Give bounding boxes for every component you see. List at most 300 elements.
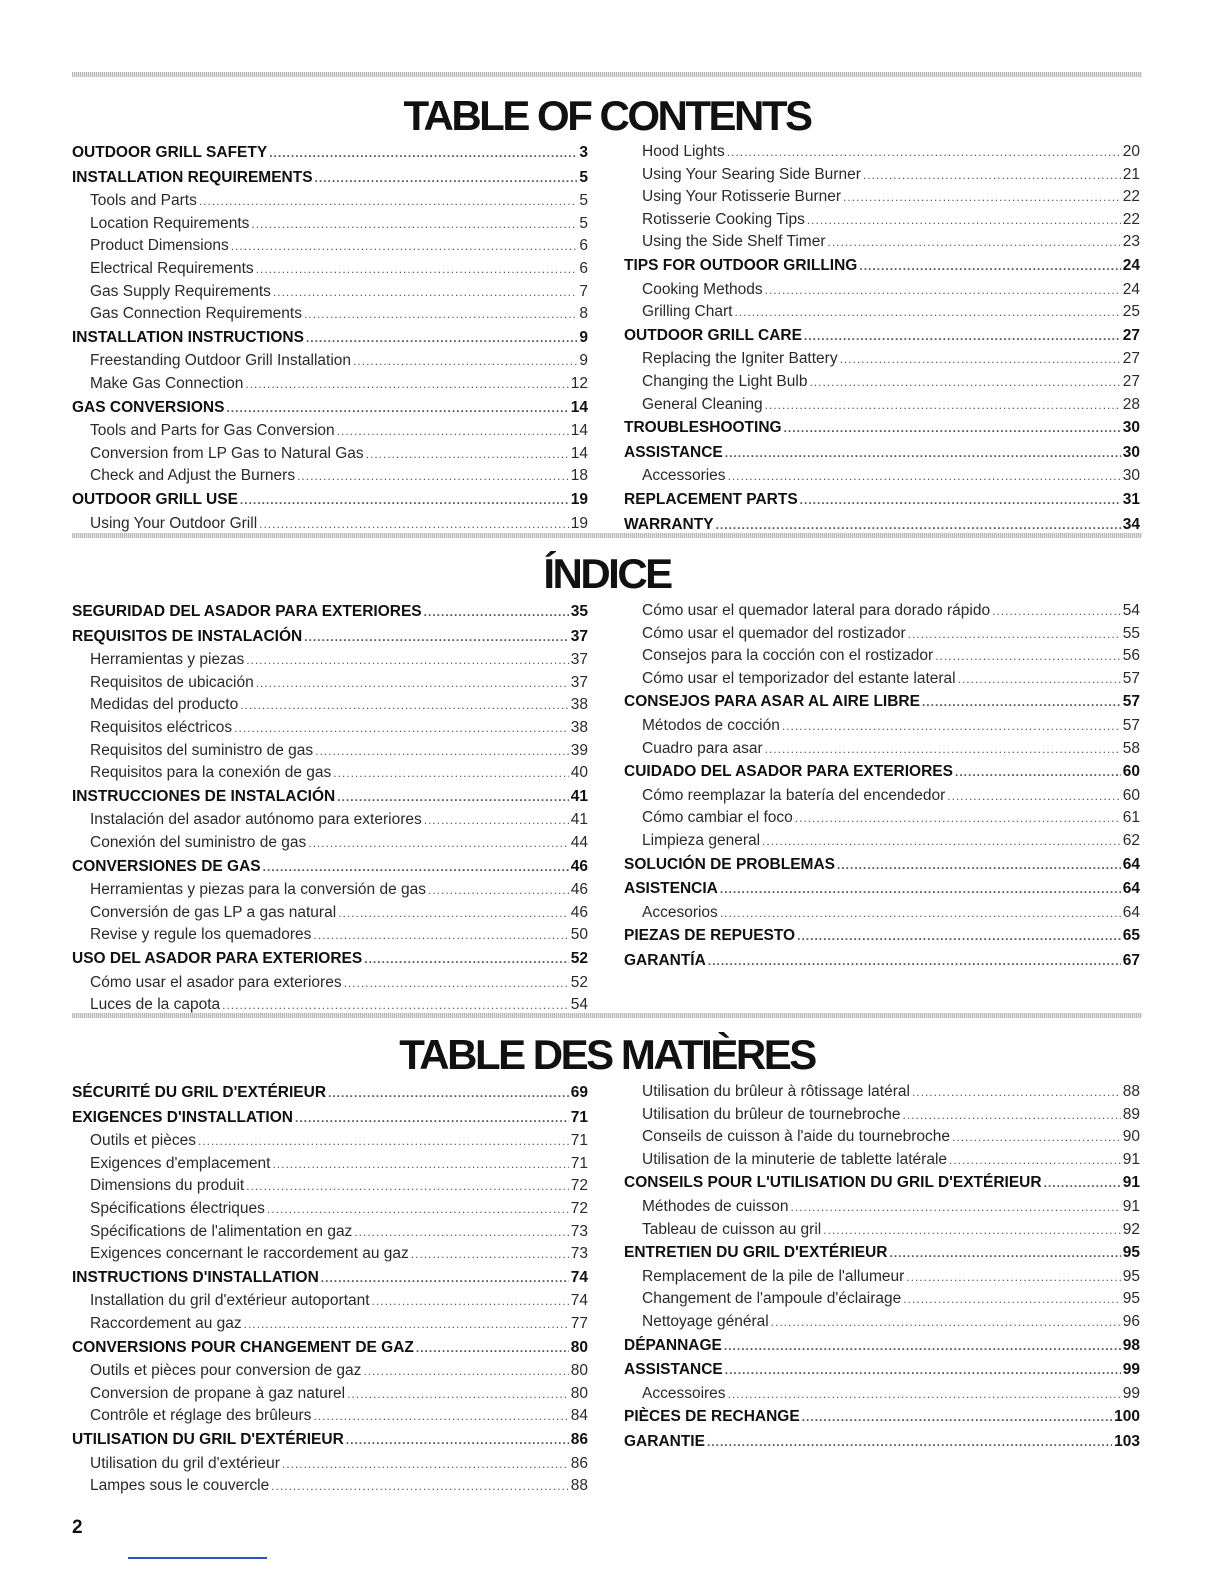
toc-leader-dots	[802, 1405, 1112, 1430]
toc-entry-label: Cuadro para asar	[642, 739, 763, 757]
toc-entry-label: GAS CONVERSIONS	[72, 398, 225, 416]
toc-subentry	[624, 186, 1140, 209]
toc-leader-dots	[935, 646, 1121, 668]
toc-entry-page: 98	[1122, 1336, 1140, 1354]
toc-leader-dots	[728, 1384, 1121, 1406]
toc-entry-page: 30	[1122, 467, 1140, 485]
toc-subentry	[72, 258, 588, 281]
toc-entry-label: Freestanding Outdoor Grill Installation	[90, 352, 352, 370]
toc-entry-page: 77	[570, 1314, 588, 1332]
toc-entry-page: 38	[570, 718, 588, 736]
toc-leader-dots	[952, 1127, 1121, 1149]
toc-leader-dots	[790, 1197, 1120, 1219]
toc-entry-page: 89	[1122, 1105, 1140, 1123]
toc-entry-page: 25	[1122, 303, 1140, 321]
toc-leader-dots	[784, 416, 1121, 441]
toc-leader-dots	[762, 831, 1121, 853]
toc-entry-label: Medidas del producto	[90, 696, 239, 714]
toc-leader-dots	[720, 877, 1121, 902]
toc-leader-dots	[843, 187, 1121, 209]
toc-entry-page: 46	[570, 881, 588, 899]
toc-entry-label: Consejos para la cocción con el rostizador	[642, 647, 934, 665]
toc-leader-dots	[782, 716, 1121, 738]
toc-entry-label: Make Gas Connection	[90, 374, 244, 392]
toc-entry-label: WARRANTY	[624, 515, 714, 533]
toc-entry-page: 99	[1122, 1361, 1140, 1379]
toc-entry-label: Conexión del suministro de gas	[90, 833, 307, 851]
toc-subentry	[72, 373, 588, 396]
toc-entry-label: Métodos de cocción	[642, 716, 780, 734]
toc-leader-dots	[354, 1222, 568, 1244]
toc-heading	[72, 1266, 588, 1291]
toc-subentry	[624, 279, 1140, 302]
toc-entry-page: 20	[1122, 143, 1140, 160]
toc-leader-dots	[353, 351, 577, 373]
toc-leader-dots	[837, 853, 1121, 878]
toc-leader-dots	[840, 349, 1121, 371]
toc-leader-dots	[889, 1241, 1120, 1266]
toc-entry-page: 22	[1122, 188, 1140, 206]
toc-entry-page: 6	[579, 237, 588, 255]
toc-leader-dots	[372, 1291, 569, 1313]
toc-subentry	[624, 1219, 1140, 1242]
toc-leader-dots	[240, 695, 569, 717]
toc-leader-dots	[955, 760, 1121, 785]
toc-heading	[624, 1405, 1140, 1430]
toc-leader-dots	[795, 808, 1121, 830]
toc-entry-page: 50	[570, 926, 588, 944]
toc-subentry	[72, 420, 588, 443]
toc-subentry	[72, 303, 588, 326]
toc-entry-page: 62	[1122, 831, 1140, 849]
toc-entry-page: 14	[570, 398, 588, 416]
toc-entry-page: 5	[579, 192, 588, 210]
toc-entry-label: Herramientas y piezas para la conversión de gas	[90, 881, 427, 899]
toc-leader-dots	[807, 210, 1121, 232]
toc-subentry	[72, 190, 588, 213]
toc-entry-label: Requisitos para la conexión de gas	[90, 764, 332, 782]
toc-heading	[72, 855, 588, 880]
toc-entry-label: Gas Connection Requirements	[90, 305, 302, 323]
toc-entry-label: Grilling Chart	[642, 303, 733, 321]
toc-leader-dots	[337, 421, 569, 443]
toc-leader-dots	[734, 302, 1120, 324]
toc-entry-page: 71	[570, 1154, 588, 1172]
footer-line	[128, 1557, 267, 1559]
toc-entry-page: 67	[1122, 951, 1140, 969]
toc-subentry	[72, 972, 588, 995]
toc-leader-dots	[424, 810, 569, 832]
toc-subentry	[624, 785, 1140, 808]
section-title-spanish: ÍNDICE	[543, 550, 671, 597]
toc-subentry	[72, 1383, 588, 1406]
toc-entry-label: SÉCURITÉ DU GRIL D'EXTÉRIEUR	[72, 1084, 327, 1101]
toc-entry-label: ASSISTANCE	[624, 443, 723, 461]
toc-leader-dots	[708, 949, 1121, 974]
toc-entry-label: Luces de la capota	[90, 996, 221, 1014]
toc-entry-label: Installation du gril d'extérieur autoportant	[90, 1292, 370, 1310]
toc-entry-page: 80	[570, 1362, 588, 1380]
toc-entry-label: General Cleaning	[642, 395, 763, 413]
toc-entry-page: 86	[570, 1430, 588, 1448]
toc-entry-label: Utilisation du brûleur de tournebroche	[642, 1105, 901, 1123]
toc-entry-page: 54	[570, 996, 588, 1014]
toc-leader-dots	[771, 1312, 1121, 1334]
toc-entry-label: Cómo usar el quemador lateral para dorado rápido	[642, 602, 991, 619]
toc-subentry	[624, 902, 1140, 925]
toc-entry-label: Hood Lights	[642, 143, 725, 160]
toc-subentry	[72, 1360, 588, 1383]
toc-entry-label: Tableau de cuisson au gril	[642, 1220, 822, 1238]
toc-entry-page: 65	[1122, 927, 1140, 945]
toc-subentry	[624, 301, 1140, 324]
toc-leader-dots	[333, 763, 568, 785]
toc-entry-label: DÉPANNAGE	[624, 1336, 722, 1354]
toc-subentry	[624, 738, 1140, 761]
toc-entry-label: Conversion from LP Gas to Natural Gas	[90, 444, 364, 462]
toc-entry-label: Herramientas y piezas	[90, 651, 245, 669]
toc-entry-label: Exigences d'emplacement	[90, 1154, 271, 1172]
toc-entry-label: Utilisation du brûleur à rôtissage latéral	[642, 1083, 910, 1100]
toc-entry-page: 46	[570, 903, 588, 921]
toc-leader-dots	[809, 372, 1120, 394]
toc-subentry	[72, 1153, 588, 1176]
toc-entry-page: 19	[570, 514, 588, 532]
toc-leader-dots	[251, 214, 577, 236]
toc-entry-label: CONVERSIONS POUR CHANGEMENT DE GAZ	[72, 1338, 414, 1356]
toc-subentry	[624, 645, 1140, 668]
toc-subentry	[72, 832, 588, 855]
toc-leader-dots	[720, 903, 1121, 925]
toc-entry-page: 91	[1122, 1174, 1140, 1192]
toc-entry-page: 74	[570, 1292, 588, 1310]
toc-entry-label: Raccordement au gaz	[90, 1314, 242, 1332]
toc-entry-label: Tools and Parts	[90, 192, 197, 210]
toc-entry-label: UTILISATION DU GRIL D'EXTÉRIEUR	[72, 1430, 344, 1448]
toc-entry-page: 22	[1122, 210, 1140, 228]
toc-entry-label: INSTRUCTIONS D'INSTALLATION	[72, 1268, 319, 1286]
toc-subentry	[72, 1453, 588, 1476]
toc-entry-label: Check and Adjust the Burners	[90, 467, 296, 485]
toc-leader-dots	[259, 514, 569, 536]
toc-entry-label: REPLACEMENT PARTS	[624, 490, 798, 508]
toc-leader-dots	[765, 739, 1121, 761]
toc-heading	[72, 166, 588, 191]
toc-subentry	[624, 668, 1140, 691]
toc-entry-page: 6	[579, 259, 588, 277]
toc-leader-dots	[344, 973, 569, 995]
toc-entry-page: 41	[570, 811, 588, 829]
toc-entry-label: Nettoyage général	[642, 1312, 769, 1330]
toc-entry-label: Spécifications de l'alimentation en gaz	[90, 1222, 353, 1240]
toc-entry-label: ENTRETIEN DU GRIL D'EXTÉRIEUR	[624, 1244, 888, 1262]
section-title-english: TABLE OF CONTENTS	[403, 92, 811, 139]
toc-leader-dots	[765, 280, 1121, 302]
toc-entry-label: Cómo usar el quemador del rostizador	[642, 624, 906, 642]
toc-leader-dots	[245, 374, 568, 396]
toc-heading	[624, 924, 1140, 949]
toc-french-right	[624, 1081, 1140, 1455]
divider-french	[72, 1013, 1142, 1018]
toc-entry-label: CONSEILS POUR L'UTILISATION DU GRIL D'EXTÉRIEUR	[624, 1174, 1042, 1192]
toc-entry-page: 28	[1122, 395, 1140, 413]
toc-subentry	[624, 141, 1140, 164]
toc-subentry	[72, 513, 588, 536]
toc-heading	[624, 690, 1140, 715]
toc-entry-page: 40	[570, 764, 588, 782]
toc-entry-page: 27	[1122, 372, 1140, 390]
toc-leader-dots	[256, 673, 569, 695]
toc-entry-label: Conversion de propane à gaz naturel	[90, 1384, 346, 1402]
toc-entry-page: 23	[1122, 233, 1140, 251]
toc-english-right	[624, 141, 1140, 537]
toc-entry-label: Electrical Requirements	[90, 259, 254, 277]
toc-entry-label: Dimensions du produit	[90, 1177, 245, 1195]
toc-subentry	[624, 164, 1140, 187]
page-number: 2	[72, 1517, 83, 1538]
toc-entry-page: 38	[570, 696, 588, 714]
toc-entry-page: 61	[1122, 809, 1140, 827]
toc-subentry	[624, 1383, 1140, 1406]
toc-leader-dots	[906, 1267, 1120, 1289]
toc-entry-label: OUTDOOR GRILL CARE	[624, 326, 802, 344]
toc-subentry	[624, 371, 1140, 394]
toc-entry-label: CONVERSIONES DE GAS	[72, 857, 261, 875]
toc-entry-label: Utilisation du gril d'extérieur	[90, 1454, 280, 1472]
toc-leader-dots	[411, 1244, 569, 1266]
toc-entry-label: ASISTENCIA	[624, 880, 718, 898]
toc-subentry	[624, 830, 1140, 853]
toc-heading	[624, 488, 1140, 513]
divider-spanish	[72, 533, 1142, 538]
toc-subentry	[72, 235, 588, 258]
toc-subentry	[624, 623, 1140, 646]
toc-subentry	[72, 1243, 588, 1266]
toc-subentry	[624, 231, 1140, 254]
toc-leader-dots	[797, 924, 1121, 949]
toc-entry-page: 24	[1122, 256, 1140, 274]
toc-entry-label: Remplacement de la pile de l'allumeur	[642, 1267, 905, 1285]
toc-leader-dots	[240, 488, 569, 513]
toc-entry-label: Outils et pièces pour conversion de gaz	[90, 1362, 362, 1380]
toc-entry-label: Using Your Rotisserie Burner	[642, 188, 842, 206]
toc-subentry	[72, 1175, 588, 1198]
toc-entry-label: TIPS FOR OUTDOOR GRILLING	[624, 256, 858, 274]
toc-leader-dots	[282, 1454, 569, 1476]
toc-subentry	[72, 879, 588, 902]
toc-leader-dots	[315, 741, 569, 763]
toc-entry-page: 37	[570, 627, 588, 645]
toc-leader-dots	[903, 1289, 1120, 1311]
toc-entry-label: CUIDADO DEL ASADOR PARA EXTERIORES	[624, 763, 953, 781]
toc-entry-page: 64	[1122, 855, 1140, 873]
toc-entry-page: 5	[579, 168, 588, 186]
toc-entry-label: SEGURIDAD DEL ASADOR PARA EXTERIORES	[72, 603, 422, 620]
toc-entry-page: 90	[1122, 1128, 1140, 1146]
toc-leader-dots	[903, 1105, 1121, 1127]
toc-entry-page: 60	[1122, 763, 1140, 781]
toc-leader-dots	[800, 488, 1121, 513]
toc-entry-page: 95	[1122, 1267, 1140, 1285]
toc-entry-label: INSTALLATION REQUIREMENTS	[72, 168, 313, 186]
toc-entry-label: Instalación del asador autónomo para exteriores	[90, 811, 422, 829]
toc-subentry	[72, 1313, 588, 1336]
toc-heading	[624, 416, 1140, 441]
toc-subentry	[624, 1196, 1140, 1219]
toc-entry-label: Product Dimensions	[90, 237, 229, 255]
toc-heading	[624, 1358, 1140, 1383]
toc-leader-dots	[804, 324, 1121, 349]
toc-entry-label: Cómo reemplazar la batería del encendedor	[642, 786, 946, 804]
toc-entry-page: 3	[579, 144, 588, 161]
toc-entry-page: 30	[1122, 443, 1140, 461]
toc-subentry	[72, 809, 588, 832]
toc-leader-dots	[949, 1150, 1121, 1172]
toc-heading	[72, 141, 588, 166]
toc-entry-label: CONSEJOS PARA ASAR AL AIRE LIBRE	[624, 693, 920, 711]
toc-leader-dots	[297, 466, 569, 488]
toc-entry-page: 99	[1122, 1384, 1140, 1402]
toc-subentry	[624, 209, 1140, 232]
toc-leader-dots	[231, 236, 578, 258]
toc-entry-page: 92	[1122, 1220, 1140, 1238]
toc-entry-label: Gas Supply Requirements	[90, 282, 271, 300]
toc-entry-page: 19	[570, 490, 588, 508]
toc-subentry	[624, 1266, 1140, 1289]
toc-entry-label: Accesorios	[642, 903, 718, 921]
toc-entry-page: 55	[1122, 624, 1140, 642]
toc-heading	[624, 1430, 1140, 1455]
toc-subentry	[624, 1311, 1140, 1334]
toc-entry-label: Outils et pièces	[90, 1132, 196, 1150]
toc-english-left	[72, 141, 588, 535]
toc-entry-label: Méthodes de cuisson	[642, 1197, 789, 1215]
toc-entry-label: Revise y regule los quemadores	[90, 926, 312, 944]
toc-heading	[72, 488, 588, 513]
toc-leader-dots	[198, 1131, 569, 1153]
toc-entry-label: GARANTIE	[624, 1432, 705, 1450]
toc-heading	[72, 1106, 588, 1131]
toc-entry-label: Cómo usar el temporizador del estante lateral	[642, 669, 956, 687]
toc-heading	[72, 947, 588, 972]
toc-leader-dots	[306, 326, 577, 351]
toc-entry-page: 56	[1122, 647, 1140, 665]
toc-entry-page: 54	[1122, 602, 1140, 619]
toc-entry-label: TROUBLESHOOTING	[624, 419, 782, 437]
toc-entry-label: Contrôle et réglage des brûleurs	[90, 1407, 312, 1425]
toc-subentry	[624, 1126, 1140, 1149]
toc-leader-dots	[724, 1334, 1121, 1359]
toc-subentry	[72, 717, 588, 740]
toc-heading	[72, 785, 588, 810]
toc-subentry	[72, 672, 588, 695]
toc-heading	[624, 324, 1140, 349]
toc-leader-dots	[725, 441, 1121, 466]
toc-subentry	[72, 740, 588, 763]
toc-leader-dots	[313, 925, 568, 947]
toc-entry-page: 41	[570, 787, 588, 805]
toc-leader-dots	[246, 1176, 569, 1198]
toc-entry-page: 27	[1122, 350, 1140, 368]
toc-subentry	[72, 902, 588, 925]
toc-subentry	[624, 1104, 1140, 1127]
toc-entry-label: Accessories	[642, 467, 726, 485]
toc-subentry	[624, 1149, 1140, 1172]
toc-leader-dots	[199, 191, 578, 213]
toc-entry-page: 8	[579, 305, 588, 323]
toc-leader-dots	[922, 690, 1121, 715]
toc-entry-label: Using Your Outdoor Grill	[90, 514, 258, 532]
toc-entry-page: 72	[570, 1199, 588, 1217]
toc-leader-dots	[246, 650, 569, 672]
toc-subentry	[72, 1290, 588, 1313]
toc-heading	[624, 254, 1140, 279]
toc-entry-label: EXIGENCES D'INSTALLATION	[72, 1108, 293, 1126]
toc-entry-label: Conseils de cuisson à l'aide du tournebroche	[642, 1128, 950, 1146]
toc-leader-dots	[1044, 1171, 1121, 1196]
toc-leader-dots	[328, 1081, 569, 1106]
toc-entry-label: Exigences concernant le raccordement au gaz	[90, 1245, 409, 1263]
toc-heading	[624, 1241, 1140, 1266]
toc-entry-page: 14	[570, 444, 588, 462]
toc-subentry	[72, 1405, 588, 1428]
toc-subentry	[72, 694, 588, 717]
toc-leader-dots	[363, 1361, 568, 1383]
toc-entry-page: 91	[1122, 1197, 1140, 1215]
toc-entry-label: Requisitos eléctricos	[90, 718, 233, 736]
toc-entry-label: ASSISTANCE	[624, 1361, 723, 1379]
toc-leader-dots	[267, 1199, 569, 1221]
toc-entry-page: 95	[1122, 1290, 1140, 1308]
toc-leader-dots	[244, 1314, 569, 1336]
toc-subentry	[72, 649, 588, 672]
toc-leader-dots	[416, 1336, 569, 1361]
toc-leader-dots	[725, 1358, 1121, 1383]
toc-entry-label: Conversión de gas LP a gas natural	[90, 903, 337, 921]
toc-leader-dots	[234, 718, 569, 740]
toc-entry-label: OUTDOOR GRILL SAFETY	[72, 144, 268, 161]
toc-entry-label: USO DEL ASADOR PARA EXTERIORES	[72, 949, 363, 967]
toc-entry-page: 24	[1122, 280, 1140, 298]
toc-entry-label: Using the Side Shelf Timer	[642, 233, 826, 251]
toc-entry-label: Requisitos del suministro de gas	[90, 741, 314, 759]
toc-leader-dots	[727, 142, 1121, 164]
toc-entry-page: 91	[1122, 1150, 1140, 1168]
toc-leader-dots	[859, 254, 1120, 279]
toc-entry-page: 88	[1122, 1083, 1140, 1100]
toc-entry-page: 52	[570, 949, 588, 967]
toc-entry-page: 103	[1114, 1432, 1140, 1450]
toc-entry-label: Utilisation de la minuterie de tablette latérale	[642, 1150, 948, 1168]
toc-leader-dots	[728, 466, 1121, 488]
toc-leader-dots	[295, 1106, 569, 1131]
toc-leader-dots	[273, 282, 577, 304]
toc-entry-page: 84	[570, 1407, 588, 1425]
toc-leader-dots	[908, 624, 1121, 646]
toc-leader-dots	[304, 625, 569, 650]
toc-spanish-right	[624, 600, 1140, 974]
toc-entry-page: 27	[1122, 326, 1140, 344]
toc-heading	[72, 1428, 588, 1453]
toc-leader-dots	[366, 444, 569, 466]
toc-entry-label: GARANTÍA	[624, 951, 706, 969]
toc-leader-dots	[308, 833, 568, 855]
toc-subentry	[72, 465, 588, 488]
toc-subentry	[624, 600, 1140, 623]
toc-leader-dots	[707, 1430, 1112, 1455]
toc-entry-page: 57	[1122, 669, 1140, 687]
toc-entry-label: INSTRUCCIONES DE INSTALACIÓN	[72, 787, 336, 805]
